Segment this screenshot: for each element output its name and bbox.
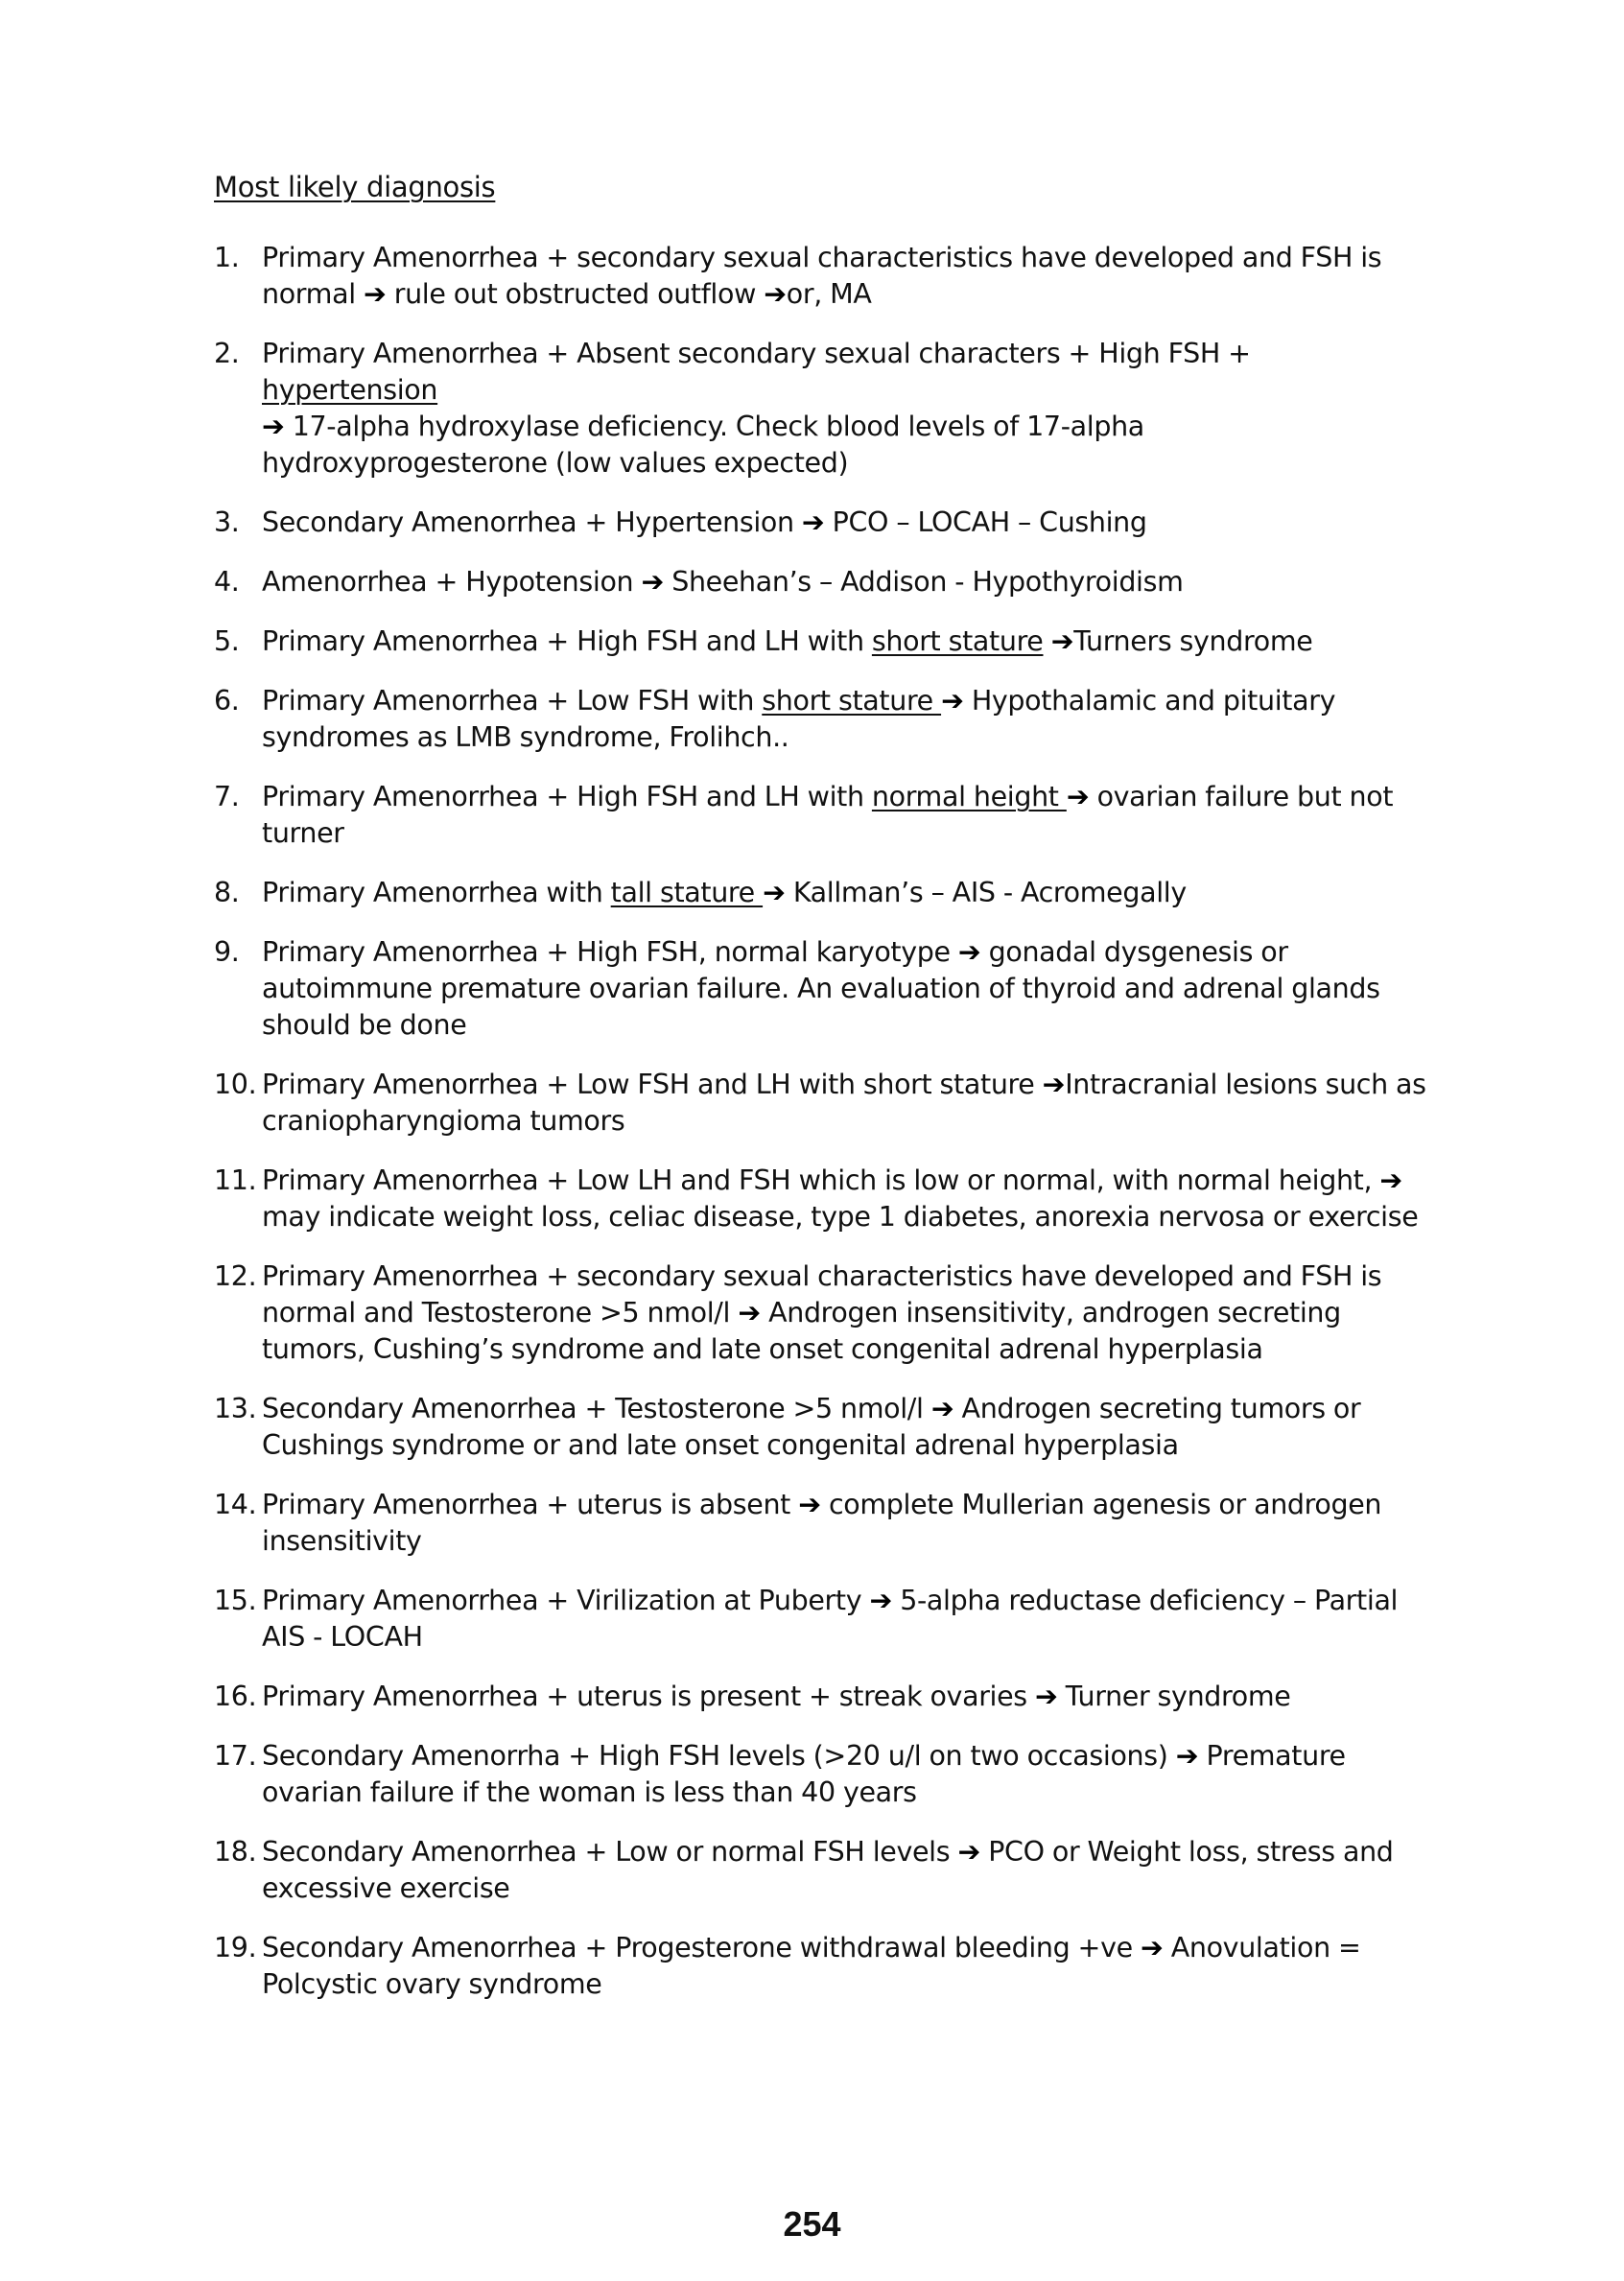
list-item [214,623,1432,660]
item-text: Primary Amenorrhea + Low FSH and LH with short stature [262,1069,1043,1100]
item-text: Androgen secreting tumors or Cushings syndrome or and late onset congenital adrenal hyperplasia [262,1393,1361,1461]
arrow-icon: ➔ [930,1393,954,1424]
list-item [214,1163,1432,1235]
item-text: Primary Amenorrhea + Low FSH with [262,685,763,717]
item-text: Secondary Amenorrhea + Hypertension [262,506,802,538]
arrow-icon: ➔ [1141,1932,1164,1964]
item-text: Primary Amenorrhea with [262,877,611,908]
item-number: 9. [214,936,240,968]
list-item [214,1258,1432,1368]
section-heading: Most likely diagnosis [214,171,496,203]
underlined-term: tall stature [610,877,764,908]
item-number: 1. [214,242,240,273]
arrow-icon: ➔ [957,1836,980,1868]
list-item [214,1679,1432,1715]
arrow-icon: ➔ [1175,1740,1199,1772]
item-text: Primary Amenorrhea + High FSH and LH with [262,625,872,657]
item-number: 13. [214,1393,257,1424]
underlined-term: normal height [871,781,1067,812]
item-text: rule out obstructed outflow [386,278,765,310]
item-text: Secondary Amenorrhea + Low or normal FSH levels [262,1836,958,1868]
item-text: ovarian failure but not turner [262,781,1394,849]
item-text: Androgen insensitivity, androgen secreting tumors, Cushing’s syndrome and late onset congenital adrenal hyperplasia [262,1297,1341,1365]
list-item [214,336,1432,482]
list-item [214,875,1432,911]
item-text: Intracranial lesions such as craniopharyngioma tumors [262,1069,1426,1137]
list-item [214,1738,1432,1811]
page-number: 254 [783,2204,841,2244]
item-text: Primary Amenorrhea + secondary sexual characteristics have developed and FSH is normal [262,242,1382,310]
arrow-icon: ➔ [957,936,981,968]
item-number: 8. [214,877,240,908]
item-text: 5-alpha reductase deficiency – Partial AIS - LOCAH [262,1585,1399,1653]
arrow-icon: ➔ [1042,1069,1066,1100]
list-item [214,240,1432,313]
item-text: Primary Amenorrhea + Virilization at Puberty [262,1585,870,1616]
item-text: Primary Amenorrhea + High FSH, normal karyotype [262,936,958,968]
item-number: 3. [214,506,240,538]
arrow-icon: ➔ [764,278,787,310]
arrow-icon: ➔ [798,1489,821,1520]
diagnosis-list [214,240,1432,2026]
arrow-icon: ➔ [262,411,285,442]
item-text: or, MA [786,278,872,310]
underlined-term: hypertension [262,374,438,406]
item-text: PCO or Weight loss, stress and excessive exercise [262,1836,1394,1904]
arrow-icon: ➔ [1379,1164,1402,1196]
item-text: Primary Amenorrhea + High FSH and LH with [262,781,872,812]
item-number: 14. [214,1489,257,1520]
item-number: 4. [214,566,240,598]
item-number: 12. [214,1260,257,1292]
list-item [214,1391,1432,1464]
list-item [214,1834,1432,1907]
underlined-term: short stature [871,625,1044,657]
item-number: 7. [214,781,240,812]
item-text: Amenorrhea + Hypotension [262,566,642,598]
item-number: 18. [214,1836,257,1868]
item-text: may indicate weight loss, celiac disease, type 1 diabetes, anorexia nervosa or exercise [262,1201,1419,1233]
item-text: Primary Amenorrhea + uterus is absent [262,1489,799,1520]
item-number: 11. [214,1164,257,1196]
item-text: Secondary Amenorrha + High FSH levels (>20 u/l on two occasions) [262,1740,1176,1772]
item-number: 6. [214,685,240,717]
item-text: Turners syndrome [1073,625,1313,657]
arrow-icon: ➔ [941,685,964,717]
list-item [214,1067,1432,1140]
arrow-icon: ➔ [1050,625,1074,657]
arrow-icon: ➔ [738,1297,761,1329]
item-number: 15. [214,1585,257,1616]
list-item [214,683,1432,756]
item-text: complete Mullerian agenesis or androgen insensitivity [262,1489,1382,1557]
list-item [214,505,1432,541]
arrow-icon: ➔ [763,877,786,908]
item-text: Secondary Amenorrhea + Testosterone >5 nmol/l [262,1393,931,1424]
underlined-term: short stature [762,685,942,717]
item-text: Primary Amenorrhea + Low LH and FSH which is low or normal, with normal height, [262,1164,1380,1196]
item-number: 17. [214,1740,257,1772]
item-text: Anovulation = Polcystic ovary syndrome [262,1932,1361,2000]
item-text: Primary Amenorrhea + uterus is present + streak ovaries [262,1681,1036,1712]
item-number: 10. [214,1069,257,1100]
arrow-icon: ➔ [641,566,664,598]
list-item [214,564,1432,600]
item-text: Secondary Amenorrhea + Progesterone withdrawal bleeding +ve [262,1932,1141,1964]
item-number: 2. [214,338,240,369]
arrow-icon: ➔ [1035,1681,1058,1712]
item-number: 19. [214,1932,257,1964]
list-item [214,779,1432,852]
item-text: gonadal dysgenesis or autoimmune premature ovarian failure. An evaluation of thyroid and adrenal glands should be done [262,936,1380,1041]
list-item [214,934,1432,1044]
item-text: Sheehan’s – Addison - Hypothyroidism [664,566,1184,598]
item-text: Primary Amenorrhea + secondary sexual characteristics have developed and FSH is normal and Testosterone >5 nmol/l [262,1260,1382,1329]
item-text: Turner syndrome [1057,1681,1291,1712]
arrow-icon: ➔ [869,1585,892,1616]
item-text: Premature ovarian failure if the woman is less than 40 years [262,1740,1346,1808]
arrow-icon: ➔ [363,278,387,310]
arrow-icon: ➔ [801,506,825,538]
item-text: PCO – LOCAH – Cushing [824,506,1147,538]
arrow-icon: ➔ [1066,781,1090,812]
list-item [214,1487,1432,1560]
list-item [214,1583,1432,1656]
item-text: Primary Amenorrhea + Absent secondary sexual characters + High FSH + [262,338,1251,369]
item-number: 16. [214,1681,257,1712]
item-text: Kallman’s – AIS - Acromegally [785,877,1187,908]
item-text: Hypothalamic and pituitary syndromes as LMB syndrome, Frolihch.. [262,685,1336,753]
item-text [1044,625,1051,657]
item-text: 17-alpha hydroxylase deficiency. Check blood levels of 17-alpha hydroxyprogesterone (low values expected) [262,411,1144,479]
item-number: 5. [214,625,240,657]
list-item [214,1930,1432,2003]
